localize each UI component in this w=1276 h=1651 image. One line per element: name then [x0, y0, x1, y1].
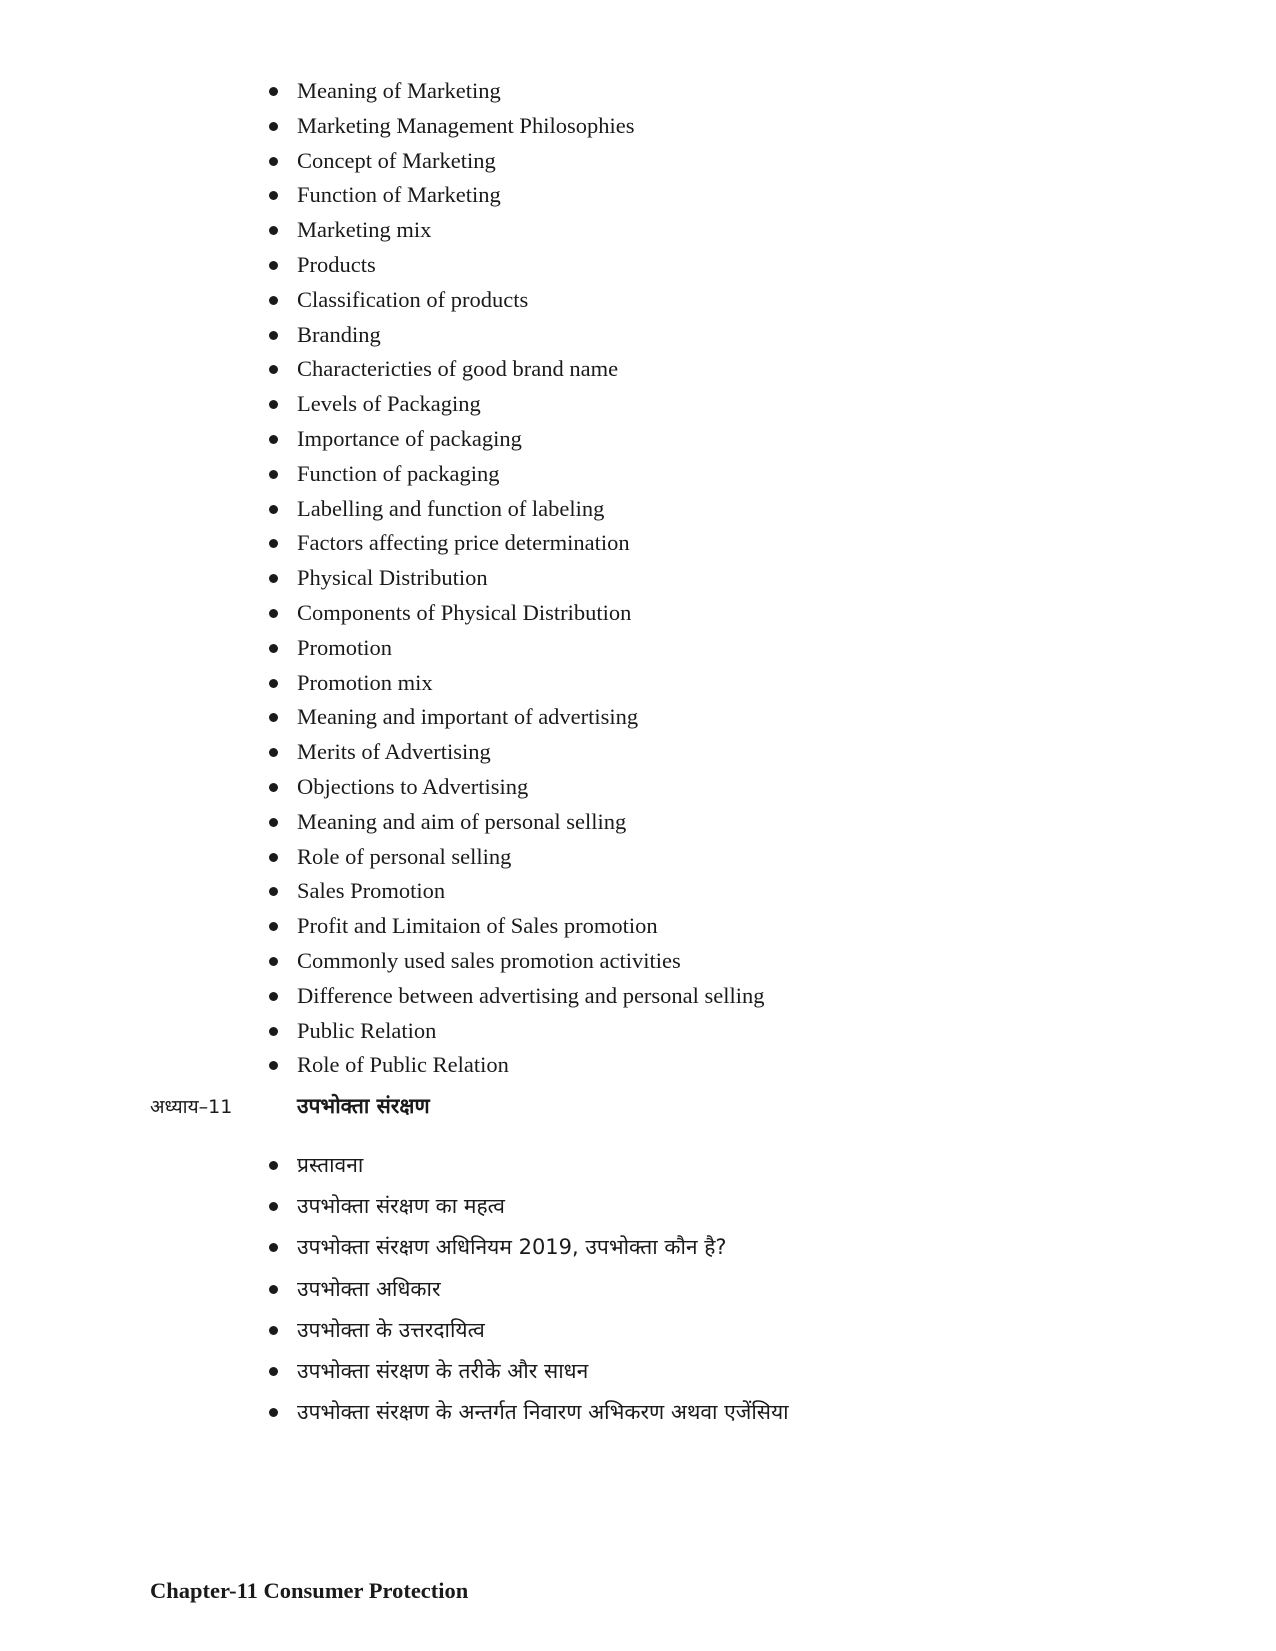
- list-item: [265, 1186, 789, 1227]
- list-item: [265, 318, 765, 353]
- bullet-icon: [269, 1061, 278, 1070]
- english-topic-list: [265, 74, 765, 1083]
- bullet-icon: [269, 853, 278, 862]
- bullet-icon: [269, 818, 278, 827]
- bullet-icon: [269, 226, 278, 235]
- list-item: [265, 422, 765, 457]
- list-item: [265, 666, 765, 701]
- bullet-icon: [269, 331, 278, 340]
- bullet-icon: [269, 748, 278, 757]
- list-item: [265, 1269, 789, 1310]
- list-item-text: Labelling and function of labeling: [297, 495, 605, 521]
- list-item-text: Promotion: [297, 634, 393, 660]
- footer-chapter-title: Chapter-11 Consumer Protection: [150, 1578, 469, 1603]
- list-item: [265, 1014, 765, 1049]
- list-item: [265, 1227, 789, 1268]
- list-item: [265, 909, 765, 944]
- chapter-number-label: अध्याय–11: [150, 1096, 233, 1118]
- bullet-icon: [269, 539, 278, 548]
- list-item-text: Role of Public Relation: [297, 1052, 509, 1078]
- list-item-text: उपभोक्ता संरक्षण अधिनियम 2019, उपभोक्ता कौन है?: [297, 1235, 727, 1260]
- list-item-text: Function of Marketing: [297, 182, 501, 208]
- list-item-text: Levels of Packaging: [297, 391, 481, 417]
- list-item: [265, 213, 765, 248]
- bullet-icon: [269, 679, 278, 688]
- list-item: [265, 840, 765, 875]
- bullet-icon: [269, 713, 278, 722]
- list-item-text: Meaning and important of advertising: [297, 704, 639, 730]
- bullet-icon: [269, 957, 278, 966]
- list-item-text: Meaning of Marketing: [297, 78, 501, 103]
- bullet-icon: [269, 1367, 278, 1376]
- bullet-icon: [269, 435, 278, 444]
- list-item-text: उपभोक्ता संरक्षण के अन्तर्गत निवारण अभिकरण अथवा एजेंसिया: [297, 1400, 789, 1425]
- list-item-text: Charactericties of good brand name: [297, 356, 619, 382]
- bullet-icon: [269, 1326, 278, 1335]
- bullet-icon: [269, 783, 278, 792]
- list-item: [265, 74, 765, 109]
- list-item-text: Marketing mix: [297, 217, 432, 243]
- list-item: [265, 805, 765, 840]
- bullet-icon: [269, 122, 278, 131]
- list-item-text: Components of Physical Distribution: [297, 599, 632, 625]
- list-item: [265, 1310, 789, 1351]
- hindi-topic-list: [265, 1145, 789, 1433]
- bullet-icon: [269, 296, 278, 305]
- bullet-icon: [269, 1202, 278, 1211]
- bullet-icon: [269, 1243, 278, 1252]
- list-item-text: Classification of products: [297, 286, 529, 312]
- list-item: [265, 700, 765, 735]
- bullet-icon: [269, 1161, 278, 1170]
- list-item-text: Function of packaging: [297, 460, 500, 486]
- list-item-text: Marketing Management Philosophies: [297, 112, 635, 138]
- bullet-icon: [269, 922, 278, 931]
- bullet-icon: [269, 992, 278, 1001]
- list-item: [265, 631, 765, 666]
- list-item: [265, 457, 765, 492]
- bullet-icon: [269, 365, 278, 374]
- bullet-icon: [269, 87, 278, 96]
- list-item-text: Profit and Limitaion of Sales promotion: [297, 913, 658, 939]
- chapter-title: उपभोक्ता संरक्षण: [297, 1094, 430, 1118]
- list-item-text: Merits of Advertising: [297, 739, 491, 765]
- list-item-text: Commonly used sales promotion activities: [297, 947, 681, 973]
- list-item: [265, 979, 765, 1014]
- list-item: [265, 109, 765, 144]
- list-item-text: Factors affecting price determination: [297, 530, 630, 556]
- bullet-icon: [269, 157, 278, 166]
- list-item-text: Meaning and aim of personal selling: [297, 808, 627, 834]
- list-item-text: Physical Distribution: [297, 565, 488, 591]
- list-item: [265, 1351, 789, 1392]
- list-item: [265, 874, 765, 909]
- list-item: [265, 1392, 789, 1433]
- list-item-text: उपभोक्ता संरक्षण के तरीके और साधन: [297, 1358, 589, 1383]
- list-item: [265, 178, 765, 213]
- bullet-icon: [269, 574, 278, 583]
- bullet-icon: [269, 887, 278, 896]
- list-item: [265, 596, 765, 631]
- list-item-text: Products: [297, 251, 376, 277]
- list-item-text: Importance of packaging: [297, 425, 522, 451]
- list-item-text: Concept of Marketing: [297, 147, 496, 173]
- chapter-heading: [150, 1092, 430, 1120]
- list-item: [265, 387, 765, 422]
- list-item-text: प्रस्तावना: [297, 1153, 364, 1177]
- bullet-icon: [269, 191, 278, 200]
- list-item-text: Sales Promotion: [297, 878, 446, 904]
- list-item: [265, 1145, 789, 1186]
- bullet-icon: [269, 505, 278, 514]
- bullet-icon: [269, 644, 278, 653]
- bullet-icon: [269, 261, 278, 270]
- list-item: [265, 352, 765, 387]
- list-item: [265, 283, 765, 318]
- list-item: [265, 248, 765, 283]
- bullet-icon: [269, 609, 278, 618]
- list-item: [265, 492, 765, 527]
- bullet-icon: [269, 1408, 278, 1417]
- bullet-icon: [269, 400, 278, 409]
- list-item: [265, 735, 765, 770]
- list-item-text: Public Relation: [297, 1017, 437, 1043]
- list-item-text: Role of personal selling: [297, 843, 512, 869]
- list-item: [265, 1048, 765, 1083]
- list-item-text: Objections to Advertising: [297, 773, 529, 799]
- bullet-icon: [269, 470, 278, 479]
- list-item: [265, 144, 765, 179]
- list-item-text: उपभोक्ता संरक्षण का महत्व: [297, 1194, 505, 1219]
- list-item: [265, 944, 765, 979]
- list-item-text: उपभोक्ता के उत्तरदायित्व: [297, 1317, 485, 1342]
- list-item: [265, 770, 765, 805]
- list-item: [265, 561, 765, 596]
- bullet-icon: [269, 1285, 278, 1294]
- list-item-text: Branding: [297, 321, 381, 347]
- list-item: [265, 526, 765, 561]
- list-item-text: उपभोक्ता अधिकार: [297, 1276, 441, 1301]
- list-item-text: Difference between advertising and personal selling: [297, 982, 765, 1008]
- bullet-icon: [269, 1027, 278, 1036]
- list-item-text: Promotion mix: [297, 669, 433, 695]
